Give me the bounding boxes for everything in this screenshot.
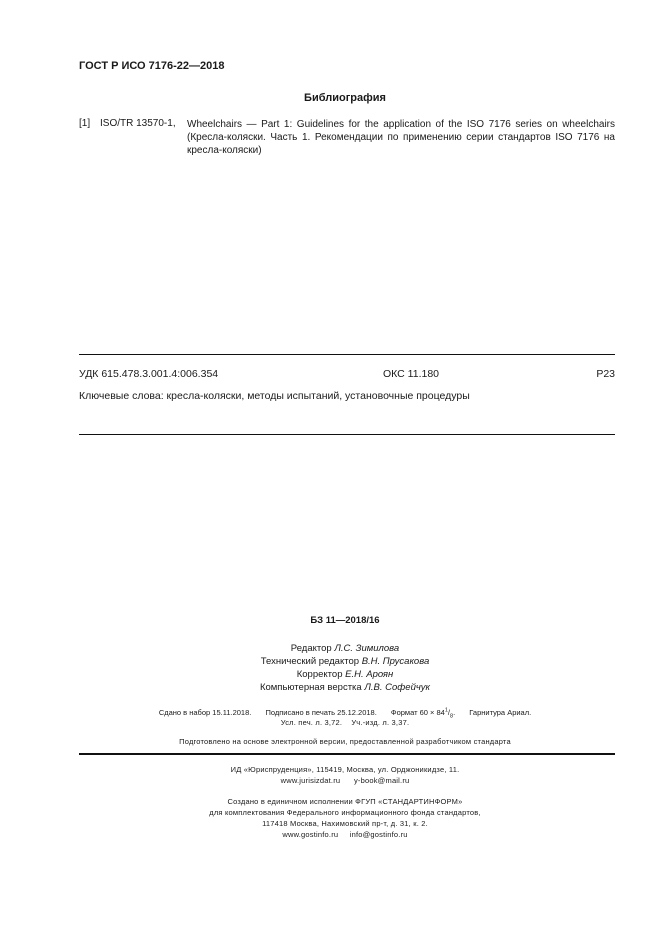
reference-line: кресла-коляски) <box>187 145 262 156</box>
oks-code: ОКС 11.180 <box>383 368 440 380</box>
reference-number: [1] <box>79 118 91 129</box>
classification-code: Р23 <box>596 368 615 380</box>
creator-line-2: для комплектования Федерального информационного фонда стандартов, <box>209 808 481 817</box>
staff-proofreader <box>0 669 661 680</box>
publisher-contacts <box>0 776 661 785</box>
creator-line-1: Создано в единичном исполнении ФГУП «СТАНДАРТИНФОРМ» <box>227 797 463 806</box>
creator-line-3: 117418 Москва, Нахимовский пр-т, д. 31, к. 2. <box>262 819 428 828</box>
signed-date: Подписано в печать 25.12.2018. <box>265 707 377 717</box>
publisher-address: ИД «Юриспруденция», 115419, Москва, ул. Орджоникидзе, 11. <box>230 765 460 774</box>
creator-contacts <box>0 830 661 839</box>
staff-layout <box>0 682 661 693</box>
staff-role: Корректор <box>296 669 343 680</box>
staff-role: Компьютерная верстка <box>259 682 362 693</box>
staff-role: Технический редактор <box>260 656 360 667</box>
divider-bottom <box>79 753 615 755</box>
submitted-date: Сдано в набор 15.11.2018. <box>158 707 252 717</box>
publisher-email-link[interactable]: y-book@mail.ru <box>353 776 410 785</box>
staff-name: Е.Н. Ароян <box>345 669 394 680</box>
divider-top <box>79 354 615 355</box>
typeface: Гарнитура Ариал. <box>469 707 532 717</box>
reference-text <box>187 118 615 157</box>
sheets-line <box>0 718 661 727</box>
udk-code: УДК 615.478.3.001.4:006.354 <box>79 368 219 380</box>
creator-email-link[interactable]: info@gostinfo.ru <box>349 830 408 839</box>
bz-number: БЗ 11—2018/16 <box>310 615 380 626</box>
print-sheets: Усл. печ. л. 3,72. <box>280 718 343 727</box>
staff-tech-editor <box>0 656 661 667</box>
staff-name: Л.С. Зимилова <box>334 643 400 654</box>
document-code-header: ГОСТ Р ИСО 7176-22—2018 <box>79 60 225 72</box>
reference-code: ISO/TR 13570-1, <box>100 118 176 129</box>
keywords: Ключевые слова: кресла-коляски, методы испытаний, установочные процедуры <box>79 390 470 402</box>
format-sup: 1 <box>444 707 448 713</box>
staff-role: Редактор <box>290 643 332 654</box>
staff-name: В.Н. Прусакова <box>361 656 430 667</box>
prepared-note: Подготовлено на основе электронной версии, предоставленной разработчиком стандарта <box>179 737 511 746</box>
pub-sheets: Уч.-изд. л. 3,37. <box>351 718 410 727</box>
format: Формат $60 \times 84^1/_8$. <box>390 707 456 719</box>
format-text: Формат 60 × 84 <box>390 707 445 717</box>
reference-line: (Кресла-коляски. Часть 1. Рекомендации по применению серии стандартов ISO 7176 на <box>187 132 615 143</box>
reference-line: Wheelchairs — Part 1: Guidelines for the application of the ISO 7176 series on wheelchairs <box>187 119 615 130</box>
staff-editor <box>0 643 661 654</box>
creator-site-link[interactable]: www.gostinfo.ru <box>282 830 339 839</box>
staff-name: Л.В. Софейчук <box>364 682 431 693</box>
divider-middle <box>79 434 615 435</box>
bibliography-title: Библиография <box>304 92 386 104</box>
format-sub: 8 <box>450 713 454 719</box>
publisher-site-link[interactable]: www.jurisizdat.ru <box>280 776 341 785</box>
